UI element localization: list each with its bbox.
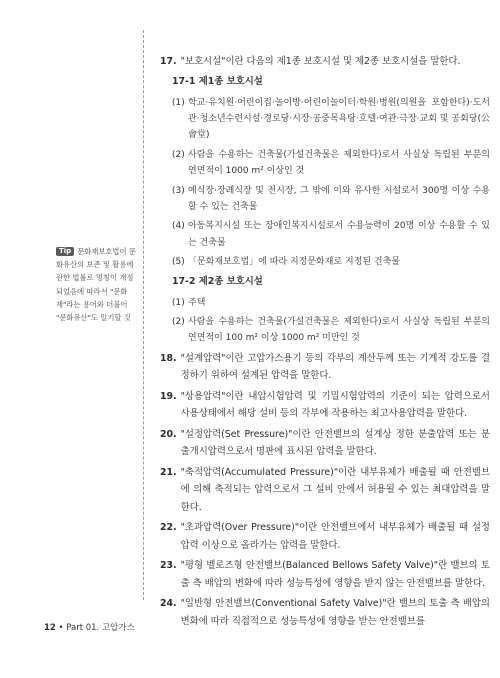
item-number: 21. [160, 466, 177, 478]
item-number: 23. [160, 560, 177, 572]
definition-item [160, 557, 490, 592]
sub-item-number: (4) [172, 221, 185, 232]
sub-item [172, 147, 490, 180]
sub-item [172, 314, 490, 347]
definition-item [160, 388, 490, 423]
item-text: "설계압력"이란 고압가스용기 등의 각부의 계산두께 또는 기계적 강도를 결정하기 위하여 설계된 압력을 말한다. [180, 352, 490, 382]
item-number: 18. [160, 352, 177, 364]
sub-item-number: (2) [172, 316, 185, 327]
definition-item [160, 464, 490, 517]
sub-item-text: 예식장·장례식장 및 전시장, 그 밖에 이와 유사한 시설로서 300명 이상 수용할 수 있는 건축물 [188, 185, 490, 212]
sub-item-text: 사람을 수용하는 건축물(가설건축물은 제외한다)로서 사실상 독립된 부분의 연면적이 100 m² 이상 1000 m² 미만인 것 [188, 316, 490, 344]
sub-item [172, 254, 490, 270]
item-number: 22. [160, 522, 177, 534]
item-number: 17. [160, 56, 177, 67]
sub-item-text: 사람을 수용하는 건축물(가설건축물은 제외한다)로서 사실상 독립된 부분의 연면적이 1000 m² 이상인 것 [188, 149, 490, 177]
sub-item-number: (3) [172, 185, 185, 196]
footer-chapter: • Part 01. 고압가스 [58, 623, 135, 633]
definition-item [160, 53, 490, 71]
definition-item [160, 595, 490, 630]
page-footer [44, 621, 135, 633]
definition-item [160, 519, 490, 554]
sub-item [172, 218, 490, 251]
item-number: 20. [160, 428, 177, 440]
section-heading: 17-2 제2종 보호시설 [172, 275, 263, 287]
sub-item-number: (2) [172, 149, 185, 160]
item-text: "상용압력"이란 내압시험압력 및 기밀시험압력의 기준이 되는 압력으로서 사용상태에서 해당 설비 등의 각부에 작용하는 최고사용압력을 말한다. [180, 390, 490, 420]
sub-item-text: 주택 [188, 297, 206, 308]
item-text: "일반형 안전밸브(Conventional Safety Valve)"란 밸브의 토출 측 배압의 변화에 따라 직접적으로 성능특성에 영향을 받는 안전밸브를 [180, 598, 490, 627]
sub-item-text: 「문화재보호법」에 따라 지정문화재로 지정된 건축물 [188, 257, 401, 268]
margin-divider [143, 30, 144, 600]
item-text: "설정압력(Set Pressure)"이란 안전밸브의 설계상 정한 분출압력 또는 분출개시압력으로서 명판에 표시된 압력을 말한다. [180, 428, 490, 458]
item-text: "보호시설"이란 다음의 제1종 보호시설 및 제2종 보호시설을 말한다. [180, 56, 461, 67]
sub-item [172, 295, 490, 311]
item-number: 19. [160, 390, 177, 402]
item-text: "평형 벨로즈형 안전밸브(Balanced Bellows Safety Valve)"란 밸브의 토출 측 배압의 변화에 따라 성능특성에 영향을 받지 않는 안전밸브를 말한다. [180, 560, 490, 589]
sub-item-text: 아동복지시설 또는 장애인복지시설로서 수용능력이 20명 이상 수용할 수 있는 건축물 [188, 221, 490, 248]
sub-item-number: (1) [172, 97, 185, 108]
definition-item [160, 350, 490, 385]
section-heading: 17-1 제1종 보호시설 [172, 75, 263, 87]
item-number: 24. [160, 598, 177, 610]
item-text: "초과압력(Over Pressure)"이란 안전밸브에서 내부유체가 배출될 때 설정압력 이상으로 올라가는 압력을 말한다. [180, 522, 490, 551]
tip-badge: Tip [56, 247, 74, 256]
main-content [160, 53, 490, 633]
tip-sidenote [56, 245, 140, 324]
sub-item-text: 학교·유치원·어린이집·놀이방·어린이놀이터·학원·병원(의원을 포함한다)·도서관·청소년수련시설·경로당·시장·공중목욕탕·호텔·여관·극장·교회 및 공회당(公會堂) [188, 97, 490, 141]
sub-item-number: (5) [172, 257, 185, 268]
tip-text: 문화재보호법이 문화유산의 보존 및 활용에 관한 법률로 명칭이 개정되었음에 따라서 "문화재"라는 용어와 더불어 "문화유산"도 일기할 것 [56, 247, 136, 323]
sub-item [172, 95, 490, 144]
item-text: "축적압력(Accumulated Pressure)"이란 내부유체가 배출될 때 안전밸브에 의해 축적되는 압력으로서 그 설비 안에서 허용될 수 있는 최대압력을 말한다. [180, 466, 490, 513]
page-number: 12 [44, 623, 56, 633]
sub-item [172, 183, 490, 216]
definition-item [160, 426, 490, 461]
sub-item-number: (1) [172, 297, 185, 308]
